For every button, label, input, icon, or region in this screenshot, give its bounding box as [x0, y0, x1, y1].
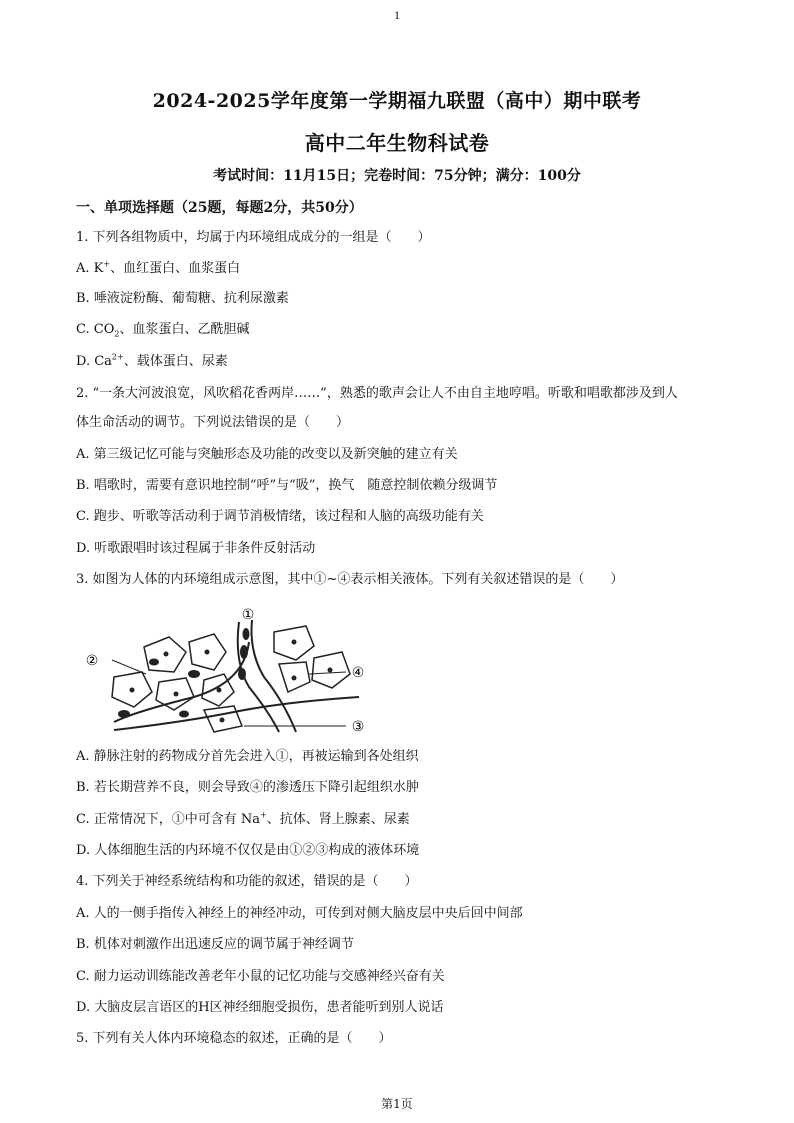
q3-option-b: B. 若长期营养不良，则会导致④的渗透压下降引起组织水肿 — [76, 780, 419, 795]
internal-environment-diagram — [74, 602, 384, 737]
page-footer: 第1页 — [381, 1097, 413, 1111]
q3-option-d: D. 人体细胞生活的内环境不仅仅是由①②③构成的液体环境 — [76, 843, 420, 858]
q1-option-a: A. K+、血红蛋白、血浆蛋白 — [76, 259, 241, 276]
exam-subtitle: 高中二年生物科试卷 — [304, 131, 490, 155]
q2-option-b: B. 唱歌时，需要有意识地控制“呼”与“吸”，换气 随意控制依赖分级调节 — [76, 478, 498, 493]
label-4: ④ — [351, 665, 365, 681]
q1-option-d: D. $Ca^{2+}$、载体蛋白、尿素 — [76, 352, 228, 369]
q4-option-d: D. 大脑皮层言语区的H区神经细胞受损伤，患者能听到别人说话 — [76, 1000, 444, 1015]
page-number-top: 1 — [394, 8, 400, 22]
section-heading: 一、单项选择题（25题，每题2分，共50分） — [76, 200, 363, 216]
q2-option-d: D. 听歌跟唱时该过程属于非条件反射活动 — [76, 541, 316, 556]
q3-option-c: C. 正常情况下，①中可含有 Na+、抗体、肾上腺素、尿素 — [76, 810, 410, 827]
q3-option-a: A. 静脉注射的药物成分首先会进入①，再被运输到各处组织 — [76, 749, 419, 764]
q1-option-c: C. $CO_2$、血浆蛋白、乙酰胆碱 — [76, 322, 250, 339]
q2-option-c: C. 跑步、听歌等活动利于调节消极情绪，该过程和人脑的高级功能有关 — [76, 509, 484, 524]
q2-stem-line1: 2. “一条大河波浪宽，风吹稻花香两岸……”，熟悉的歌声会让人不由自主地哼唱。听歌和唱歌都涉及到人 — [76, 386, 678, 401]
label-3: ③ — [351, 719, 365, 735]
exam-title: 2024-2025学年度第一学期福九联盟（高中）期中联考 — [152, 90, 642, 112]
label-2: ② — [85, 653, 99, 669]
q4-option-c: C. 耐力运动训练能改善老年小鼠的记忆功能与交感神经兴奋有关 — [76, 969, 445, 984]
q1-stem: 1. 下列各组物质中，均属于内环境组成成分的一组是（ ） — [76, 230, 431, 245]
label-1: ① — [241, 607, 255, 623]
exam-meta: 考试时间：11月15日；完卷时间：75分钟；满分：100分 — [213, 168, 581, 184]
q1-option-b: B. 唾液淀粉酶、葡萄糖、抗利尿激素 — [76, 291, 289, 306]
q2-option-a: A. 第三级记忆可能与突触形态及功能的改变以及新突触的建立有关 — [76, 447, 458, 462]
q3-stem: 3. 如图为人体的内环境组成示意图，其中①~④表示相关液体。下列有关叙述错误的是（ ） — [76, 572, 624, 587]
q2-stem-line2: 体生命活动的调节。下列说法错误的是（ ） — [76, 415, 350, 430]
q4-option-a: A. 人的一侧手指传入神经上的神经冲动，可传到对侧大脑皮层中央后回中间部 — [76, 906, 523, 921]
q4-option-b: B. 机体对刺激作出迅速反应的调节属于神经调节 — [76, 937, 354, 952]
q5-stem: 5. 下列有关人体内环境稳态的叙述，正确的是（ ） — [76, 1031, 392, 1046]
q4-stem: 4. 下列关于神经系统结构和功能的叙述，错误的是（ ） — [76, 874, 418, 889]
